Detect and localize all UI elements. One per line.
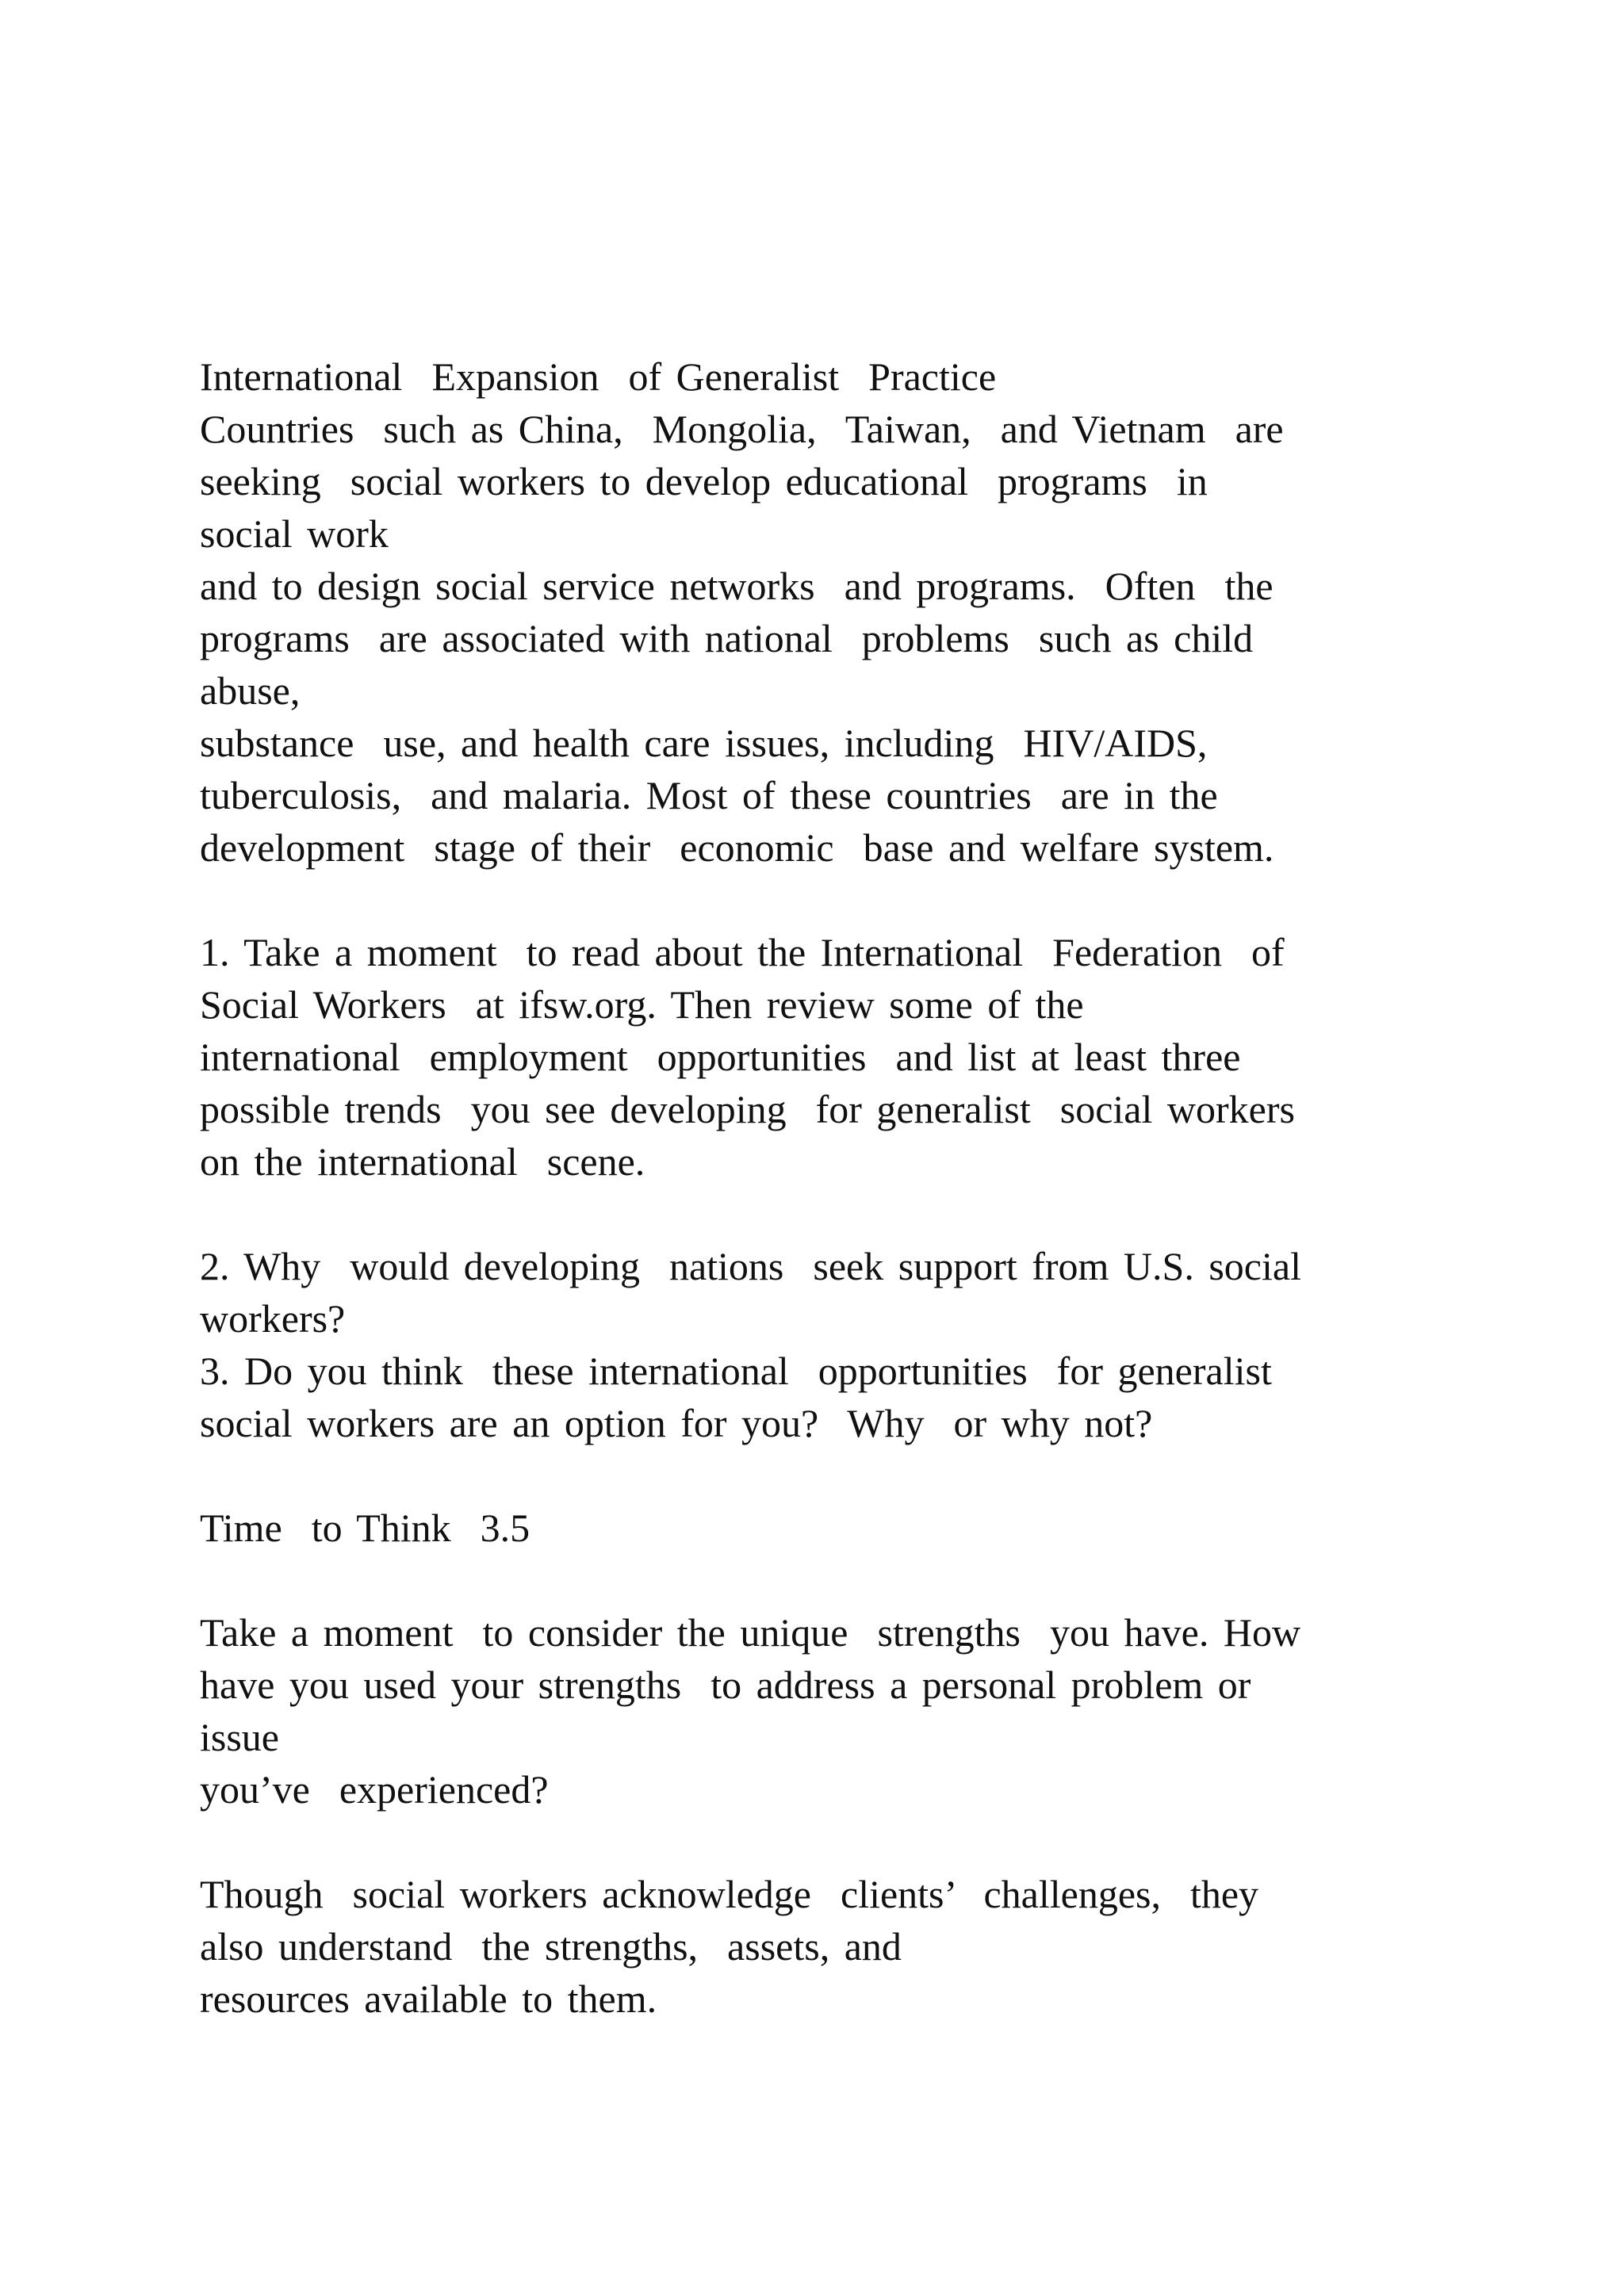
text-line: you’ve experienced? [200,1767,549,1812]
blank-line [200,1449,1548,1502]
document-body [200,350,1548,2025]
blank-line [200,1554,1548,1606]
question-line: 3. Do you think these international opportunities for generalist [200,1349,1272,1393]
heading-line: International Expansion of Generalist Practice [200,354,997,399]
text-line: abuse, [200,668,301,713]
blank-line [200,1816,1548,1868]
text-line: Social Workers at ifsw.org. Then review some of the [200,982,1084,1027]
section-heading: Time to Think 3.5 [200,1506,530,1550]
text-line: seeking social workers to develop educational programs in [200,459,1208,503]
text-line: on the international scene. [200,1139,645,1184]
blank-line [200,1188,1548,1240]
text-line: and to design social service networks and programs. Often the [200,564,1274,608]
text-line: Take a moment to consider the unique strengths you have. How [200,1610,1301,1655]
text-line: also understand the strengths, assets, and [200,1924,902,1969]
text-line: substance use, and health care issues, including HIV/AIDS, [200,721,1208,765]
text-line: social work [200,511,389,556]
question-line: 1. Take a moment to read about the International Federation of [200,930,1285,974]
text-line: development stage of their economic base and welfare system. [200,825,1274,870]
text-line: Though social workers acknowledge clients’ challenges, they [200,1872,1259,1916]
text-line: workers? [200,1296,346,1341]
question-line: 2. Why would developing nations seek support from U.S. social [200,1244,1301,1288]
text-line: programs are associated with national problems such as child [200,616,1254,660]
text-line: issue [200,1715,279,1759]
text-line: international employment opportunities and list at least three [200,1035,1241,1079]
blank-line [200,874,1548,926]
text-line: tuberculosis, and malaria. Most of these countries are in the [200,773,1218,817]
text-line: social workers are an option for you? Why or why not? [200,1401,1153,1445]
text-line: Countries such as China, Mongolia, Taiwan, and Vietnam are [200,407,1284,451]
text-line: have you used your strengths to address a personal problem or [200,1663,1251,1707]
text-line: possible trends you see developing for generalist social workers [200,1087,1295,1131]
text-line: resources available to them. [200,1976,657,2021]
